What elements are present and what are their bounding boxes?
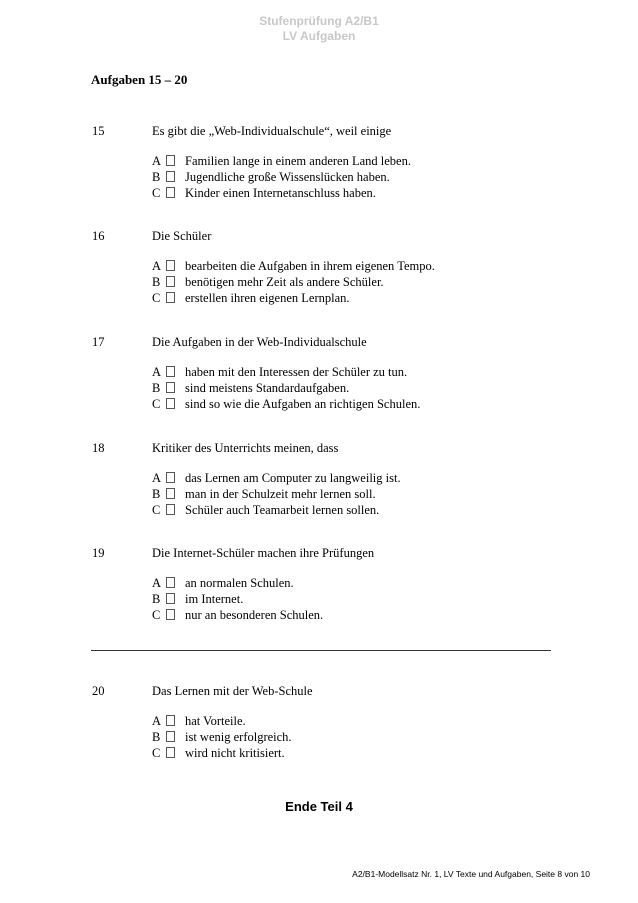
question-stem: Es gibt die „Web-Individualschule“, weil einige — [152, 124, 392, 138]
section-title: Aufgaben 15 – 20 — [91, 72, 188, 87]
option-text: an normalen Schulen. — [185, 576, 294, 590]
option-list — [152, 713, 292, 761]
option-text: bearbeiten die Aufgaben in ihrem eigenen Tempo. — [185, 259, 435, 273]
question-number: 20 — [92, 684, 105, 698]
option-b[interactable] — [152, 729, 292, 745]
checkbox-icon[interactable] — [166, 292, 175, 303]
option-b[interactable] — [152, 591, 323, 607]
option-text: im Internet. — [185, 592, 244, 606]
option-letter: B — [152, 592, 161, 606]
option-letter: C — [152, 291, 161, 305]
option-b[interactable] — [152, 169, 411, 185]
question-stem: Kritiker des Unterrichts meinen, dass — [152, 441, 339, 455]
end-of-part-label: Ende Teil 4 — [285, 799, 353, 814]
option-letter: A — [152, 714, 162, 728]
option-b[interactable] — [152, 380, 420, 396]
option-text: hat Vorteile. — [185, 714, 246, 728]
checkbox-icon[interactable] — [166, 366, 175, 377]
checkbox-icon[interactable] — [166, 155, 175, 166]
option-c[interactable] — [152, 396, 420, 412]
checkbox-icon[interactable] — [166, 488, 175, 499]
checkbox-icon[interactable] — [166, 187, 175, 198]
option-text: Kinder einen Internetanschluss haben. — [185, 186, 376, 200]
checkbox-icon[interactable] — [166, 715, 175, 726]
checkbox-icon[interactable] — [166, 171, 175, 182]
checkbox-icon[interactable] — [166, 472, 175, 483]
option-a[interactable] — [152, 153, 411, 169]
question-number: 15 — [92, 124, 105, 138]
header-title: Stufenprüfung A2/B1 — [259, 14, 379, 28]
option-letter: B — [152, 730, 161, 744]
page-footer: A2/B1-Modellsatz Nr. 1, LV Texte und Aufgaben, Seite 8 von 10 — [352, 869, 590, 879]
option-a[interactable] — [152, 575, 323, 591]
option-letter: A — [152, 471, 162, 485]
option-a[interactable] — [152, 470, 401, 486]
option-letter: C — [152, 186, 161, 200]
option-letter: B — [152, 487, 161, 501]
checkbox-icon[interactable] — [166, 609, 175, 620]
option-letter: A — [152, 365, 162, 379]
option-text: nur an besonderen Schulen. — [185, 608, 324, 622]
question-number: 16 — [92, 229, 105, 243]
checkbox-icon[interactable] — [166, 593, 175, 604]
option-text: wird nicht kritisiert. — [185, 746, 285, 760]
checkbox-icon[interactable] — [166, 382, 175, 393]
page-header — [0, 14, 638, 44]
option-letter: C — [152, 503, 161, 517]
checkbox-icon[interactable] — [166, 260, 175, 271]
section-divider — [91, 650, 551, 651]
option-c[interactable] — [152, 185, 411, 201]
checkbox-icon[interactable] — [166, 276, 175, 287]
option-c[interactable] — [152, 607, 323, 623]
option-letter: C — [152, 608, 161, 622]
option-letter: B — [152, 170, 161, 184]
question-stem: Die Internet-Schüler machen ihre Prüfungen — [152, 546, 375, 560]
option-list — [152, 364, 420, 412]
option-b[interactable] — [152, 274, 435, 290]
option-a[interactable] — [152, 713, 292, 729]
option-text: erstellen ihren eigenen Lernplan. — [185, 291, 350, 305]
option-text: ist wenig erfolgreich. — [185, 730, 292, 744]
question-number: 18 — [92, 441, 105, 455]
option-text: man in der Schulzeit mehr lernen soll. — [185, 487, 376, 501]
option-list — [152, 153, 411, 201]
option-letter: B — [152, 381, 161, 395]
option-c[interactable] — [152, 745, 292, 761]
option-a[interactable] — [152, 364, 420, 380]
checkbox-icon[interactable] — [166, 504, 175, 515]
option-c[interactable] — [152, 290, 435, 306]
option-list — [152, 575, 323, 623]
option-letter: C — [152, 397, 161, 411]
option-b[interactable] — [152, 486, 401, 502]
option-list — [152, 470, 401, 518]
question-stem: Das Lernen mit der Web-Schule — [152, 684, 313, 698]
option-letter: A — [152, 576, 162, 590]
checkbox-icon[interactable] — [166, 398, 175, 409]
question-stem: Die Aufgaben in der Web-Individualschule — [152, 335, 367, 349]
option-letter: A — [152, 259, 162, 273]
option-list — [152, 258, 435, 306]
question-stem: Die Schüler — [152, 229, 212, 243]
option-text: Schüler auch Teamarbeit lernen sollen. — [185, 503, 380, 517]
question-number: 19 — [92, 546, 105, 560]
option-text: benötigen mehr Zeit als andere Schüler. — [185, 275, 384, 289]
option-letter: A — [152, 154, 162, 168]
option-text: sind so wie die Aufgaben an richtigen Schulen. — [185, 397, 421, 411]
option-c[interactable] — [152, 502, 401, 518]
header-subtitle: LV Aufgaben — [282, 29, 356, 43]
checkbox-icon[interactable] — [166, 577, 175, 588]
option-a[interactable] — [152, 258, 435, 274]
option-text: Jugendliche große Wissenslücken haben. — [185, 170, 390, 184]
option-text: das Lernen am Computer zu langweilig ist. — [185, 471, 401, 485]
option-letter: B — [152, 275, 161, 289]
option-letter: C — [152, 746, 161, 760]
option-text: haben mit den Interessen der Schüler zu tun. — [185, 365, 408, 379]
checkbox-icon[interactable] — [166, 747, 175, 758]
checkbox-icon[interactable] — [166, 731, 175, 742]
option-text: sind meistens Standardaufgaben. — [185, 381, 350, 395]
option-text: Familien lange in einem anderen Land leben. — [185, 154, 411, 168]
question-number: 17 — [92, 335, 105, 349]
